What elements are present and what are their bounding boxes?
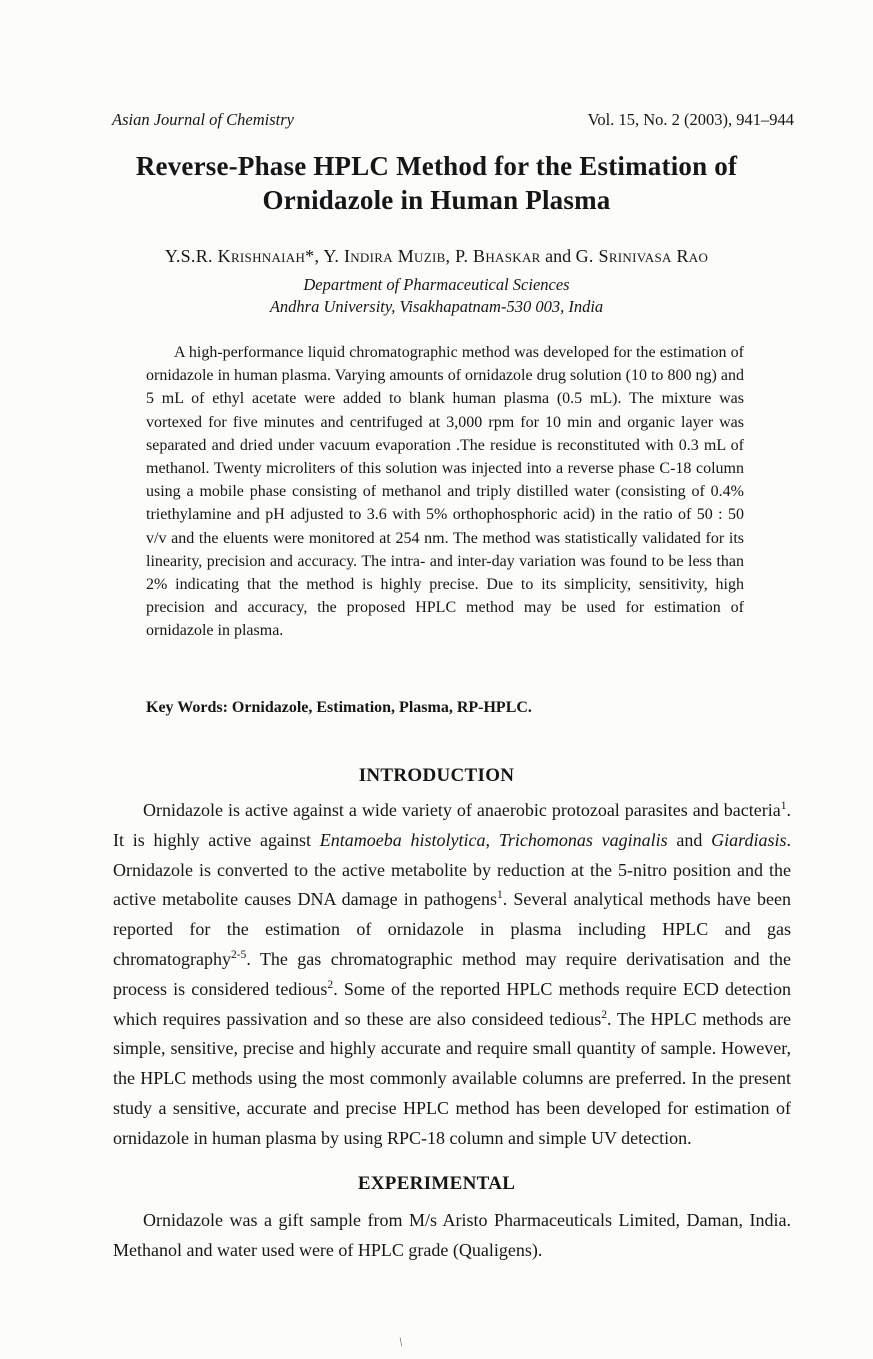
scan-artifact-mark: \: [398, 1333, 404, 1350]
abstract-paragraph: A high-performance liquid chromatographic method was developed for the estimation of ornidazole in human plasma. Varying amounts of ornidazole drug solution (10 to 800 ng) and 5 mL of ethyl acetate were added to blank human plasma (0.5 mL). The mixture was vortexed for five minutes and centrifuged at 3,000 rpm for 10 min and organic layer was separated and dried under vacuum evaporation .The residue is reconstituted with 0.3 mL of methanol. Twenty microliters of this solution was injected into a reverse phase C-18 column using a mobile phase consisting of methanol and triply distilled water (consisting of 0.4% triethylamine and pH adjusted to 3.6 with 5% orthophosphoric acid) in the ratio of 50 : 50 v/v and the eluents were monitored at 254 nm. The method was statistically validated for its linearity, precision and accuracy. The intra- and inter-day variation was found to be less than 2% indicating that the method is highly precise. Due to its simplicity, sensitivity, high precision and accuracy, the proposed HPLC method may be used for estimation of ornidazole in plasma.: [146, 344, 744, 640]
keywords-line: Key Words: Ornidazole, Estimation, Plasma, RP-HPLC.: [146, 699, 532, 716]
volume-issue-pages: Vol. 15, No. 2 (2003), 941–944: [587, 110, 794, 129]
article-title: Reverse-Phase HPLC Method for the Estimation of Ornidazole in Human Plasma: [135, 151, 738, 215]
section-heading-introduction: INTRODUCTION: [358, 765, 515, 786]
affiliation-university: Andhra University, Visakhapatnam-530 003, India: [269, 297, 604, 316]
experimental-paragraph: Ornidazole was a gift sample from M/s Aristo Pharmaceuticals Limited, Daman, India. Methanol and water used were of HPLC grade (Qualigens).: [113, 1210, 791, 1260]
authors-line: Y.S.R. Krishnaiah*, Y. Indira Muzib, P. Bhaskar and G. Srinivasa Rao: [164, 246, 709, 266]
page-header: [112, 110, 794, 130]
journal-name: Asian Journal of Chemistry: [112, 110, 294, 129]
section-heading-experimental: EXPERIMENTAL: [357, 1173, 516, 1194]
introduction-paragraph: Ornidazole is active against a wide variety of anaerobic protozoal parasites and bacteria$^1$. It is highly active against Entamoeba histolytica, Trichomonas vaginalis and Giardiasis. Ornidazole is converted to the active metabolite by reduction at the 5-nitro position and the active metabolite causes DNA damage in pathogens$^1$. Several analytical methods have been reported for the estimation of ornidazole in plasma including HPLC and gas chromatography$^{2-5}$. The gas chromatographic method may require derivatisation and the process is considered tedious$^2$. Some of the reported HPLC methods require ECD detection which requires passivation and so these are also consideed tedious$^2$. The HPLC methods are simple, sensitive, precise and highly accurate and require small quantity of sample. However, the HPLC methods using the most commonly available columns are preferred. In the present study a sensitive, accurate and precise HPLC method has been developed for estimation of ornidazole in human plasma by using RPC-18 column and simple UV detection.: [113, 800, 792, 1148]
affiliation-department: Department of Pharmaceutical Sciences: [303, 275, 570, 294]
